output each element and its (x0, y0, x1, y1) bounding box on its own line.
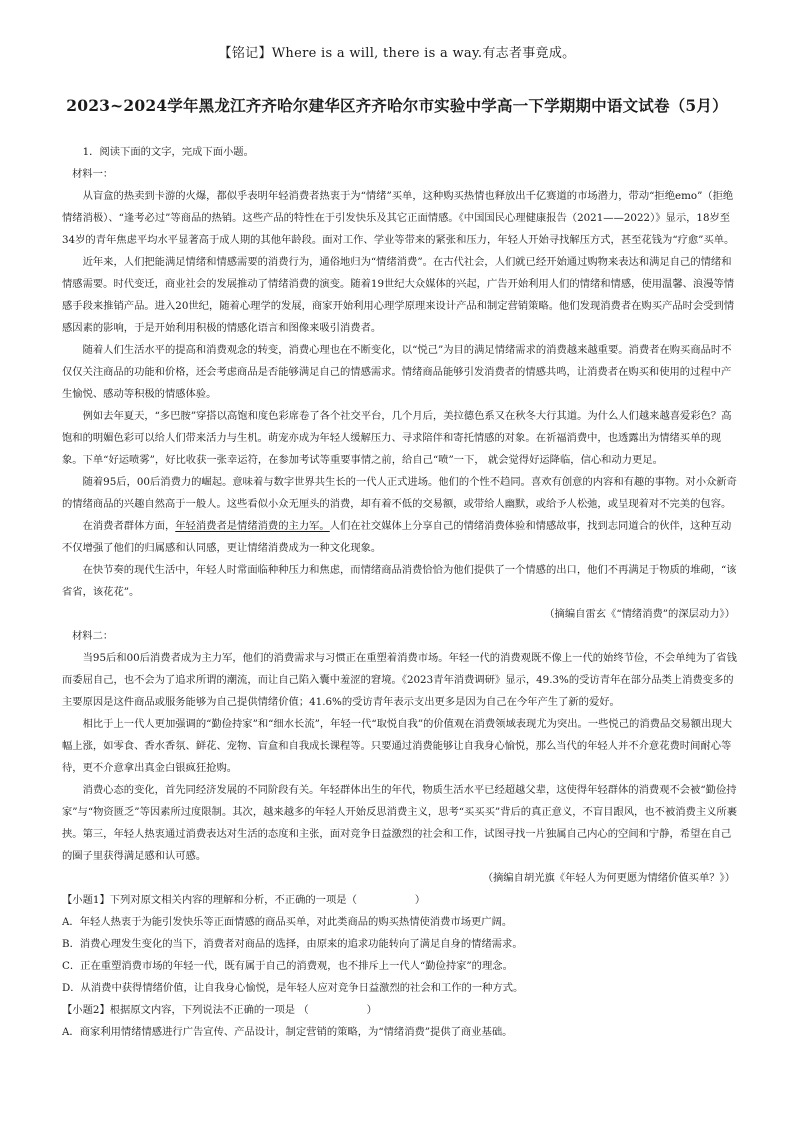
material1-label: 材料一： (72, 168, 114, 180)
option-a: A．年轻人热衷于为能引发快乐等正面情感的商品买单，对此类商品的购买热情使消费市场更广阔。 (62, 916, 513, 928)
page-title: 2023~2024学年黑龙江齐齐哈尔建华区齐齐哈尔市实验中学高一下学期期中语文试卷（5月） (66, 96, 728, 115)
material1-paragraph: 随着人们生活水平的提高和消费观念的转变，消费心理也在不断变化，以“悦己”为目的满足情绪需求的消费越来越重要。消费者在购买商品时不仅仅关注商品的功能和价格，还会考虑商品是否能够满足自己的情感需求。情绪商品能够引发消费者的情感共鸣，让消费者在购买和使用的过程中产生愉悦、感动等积极的情感体验。 (62, 344, 732, 400)
option-c: C．正在重塑消费市场的年轻一代，既有属于自己的消费观，也不排斥上一代人“勤俭持家”的理念。 (62, 960, 513, 972)
sub-question-1-close: ） (414, 894, 426, 906)
option-d: D．从消费中获得情绪价值，让自我身心愉悦，是年轻人应对竞争日益激烈的社会和工作的一种方式。 (62, 982, 524, 994)
sub-question-1 (62, 889, 739, 911)
material2-paragraph: 相比于上一代人更加强调的“勤俭持家”和“细水长流”，年轻一代“取悦自我”的价值观在消费领域表现尤为突出。一些悦己的消费品交易额出现大幅上涨，如零食、香水香氛、鲜花、宠物、盲盒和自我成长课程等。只要通过消费能够让自我身心愉悦，那么当代的年轻人并不介意花费时间耐心等待，更不介意拿出真金白银疯狂抢购。 (62, 718, 732, 774)
para6-before: 在消费者群体方面， (82, 520, 176, 532)
sub-question-2-close: ） (366, 1004, 377, 1016)
document-body (62, 141, 739, 1043)
material1-paragraph: 近年来，人们把能满足情绪和情感需要的消费行为，通俗地归为“情绪消费”。在古代社会，人们就已经开始通过购物来表达和满足自己的情绪和情感需要。时代变迁，商业社会的发展推动了情绪消费的演变。随着19世纪大众媒体的兴起，广告开始利用人们的情绪和情感，使用温馨、浪漫等情感手段来推销产品。进入20世纪，随着心理学的发展，商家开始利用心理学原理来设计产品和制定营销策略。他们发现消费者在购买产品时会受到情感因素的影响，于是开始利用积极的情感化语言和图像来吸引消费者。 (62, 256, 735, 334)
motto-header: 【铭记】Where is a will, there is a way.有志者事竟成。 (218, 46, 576, 61)
question-intro: 1．阅读下面的文字，完成下面小题。 (82, 146, 254, 158)
material2-paragraph: 消费心态的变化，首先同经济发展的不同阶段有关。年轻群体出生的年代，物质生活水平已经超越父辈，这使得年轻群体的消费观不会被“勤俭持家”与“物资匮乏”等因素所过度限制。其次，越来越多的年轻人开始反思消费主义，思考“买买买”背后的真正意义，不盲目跟风，也不被消费主义所裹挟。第三，年轻人热衷通过消费表达对生活的态度和主张，面对竞争日益激烈的社会和工作，试图寻找一片独属自己内心的空间和宁静，希望在自己的圈子里获得满足感和认可感。 (62, 784, 738, 862)
material2-label: 材料二： (72, 630, 114, 642)
material2-source: （摘编自胡光旗《年轻人为何更愿为情绪价值买单？》） (482, 872, 735, 884)
underlined-sentence: 年轻消费者是情绪消费的主力军。 (175, 520, 330, 532)
option-b: B．消费心理发生变化的当下，消费者对商品的选择，由原来的追求功能转向了满足自身的情绪需求。 (62, 938, 523, 950)
material1-paragraph: 例如去年夏天，“多巴胺”穿搭以高饱和度色彩席卷了各个社交平台，几个月后，美拉德色系又在秋冬大行其道。为什么人们越来越喜爱彩色？高饱和的明媚色彩可以给人们带来活力与生机。萌宠亦成为年轻人缓解压力、寻求陪伴和寄托情感的对象。在祈福消费中，也透露出为情绪买单的现象。下单“好运喷雾”，好比收获一张幸运符，在参加考试等重要事情之前，给自己“喷”一下， 就会觉得好运降临，信心和动力更足。 (62, 410, 732, 466)
material1-source: （摘编自雷玄《“情绪消费”的深层动力》） (544, 608, 735, 620)
material1-paragraph: 在快节奏的现代生活中，年轻人时常面临种种压力和焦虑，而情绪商品消费恰恰为他们提供了一个情感的出口，他们不再满足于物质的堆砌，“该省省，该花花”。 (62, 564, 737, 598)
material2-paragraph: 当95后和00后消费者成为主力军，他们的消费需求与习惯正在重塑着消费市场。年轻一代的消费观既不像上一代的始终节俭，不会单纯为了省钱而委屈自己，也不会为了追求所谓的潮流，而让自己陷入囊中羞涩的窘境。《2023青年消费调研》显示，49.3%的受访青年在部分品类上消费变多的主要原因是这件商品或服务能够为自己提供情绪价值；41.6%的受访青年表示支出更多是因为自己在今年产生了新的爱好。 (62, 652, 737, 708)
option-a: A．商家利用情绪情感进行广告宣传、产品设计，制定营销的策略，为“情绪消费”提供了商业基础。 (62, 1026, 513, 1038)
material1-paragraph: 从盲盒的热卖到卡游的火爆，都似乎表明年轻消费者热衷于为“情绪”买单，这种购买热情也释放出千亿赛道的市场潜力，带动“拒绝emo”（拒绝情绪消极）、“逢考必过”等商品的热销。这些产品的特性在于引发快乐及其它正面情感。《中国国民心理健康报告（2021——2022）》显示，18岁至34岁的青年焦虑平均水平显著高于成人期的其他年龄段。面对工作、学业等带来的紧张和压力，年轻人开始寻找解压方式，甚至花钱为“疗愈”买单。 (62, 190, 735, 246)
sub-question-2 (62, 999, 739, 1021)
para6-after: 人们在社交媒体上分享自己的情绪消费体验和情感故事，找到志同道合的伙伴，这种互动不仅增强了他们的归属感和认同感，更让情绪消费成为一种文化现象。 (62, 520, 732, 554)
sub-question-2-stem: 【小题2】根据原文内容，下列说法不正确的一项是 （ (62, 1004, 309, 1016)
sub-question-1-stem: 【小题1】下列对原文相关内容的理解和分析，不正确的一项是（ (62, 894, 357, 906)
material1-paragraph-underlined (62, 515, 739, 559)
material1-paragraph: 随着95后，00后消费力的崛起。意味着与数字世界共生长的一代人正式进场。他们的个性不趋同。喜欢有创意的内容和有趣的事物。对小众新奇的情绪商品的兴趣自然高于一般人。这些看似小众无厘头的消费，却有着不低的交易额，或带给人幽默，或给予人松弛，或呈现着对不完美的包容。 (62, 476, 737, 510)
